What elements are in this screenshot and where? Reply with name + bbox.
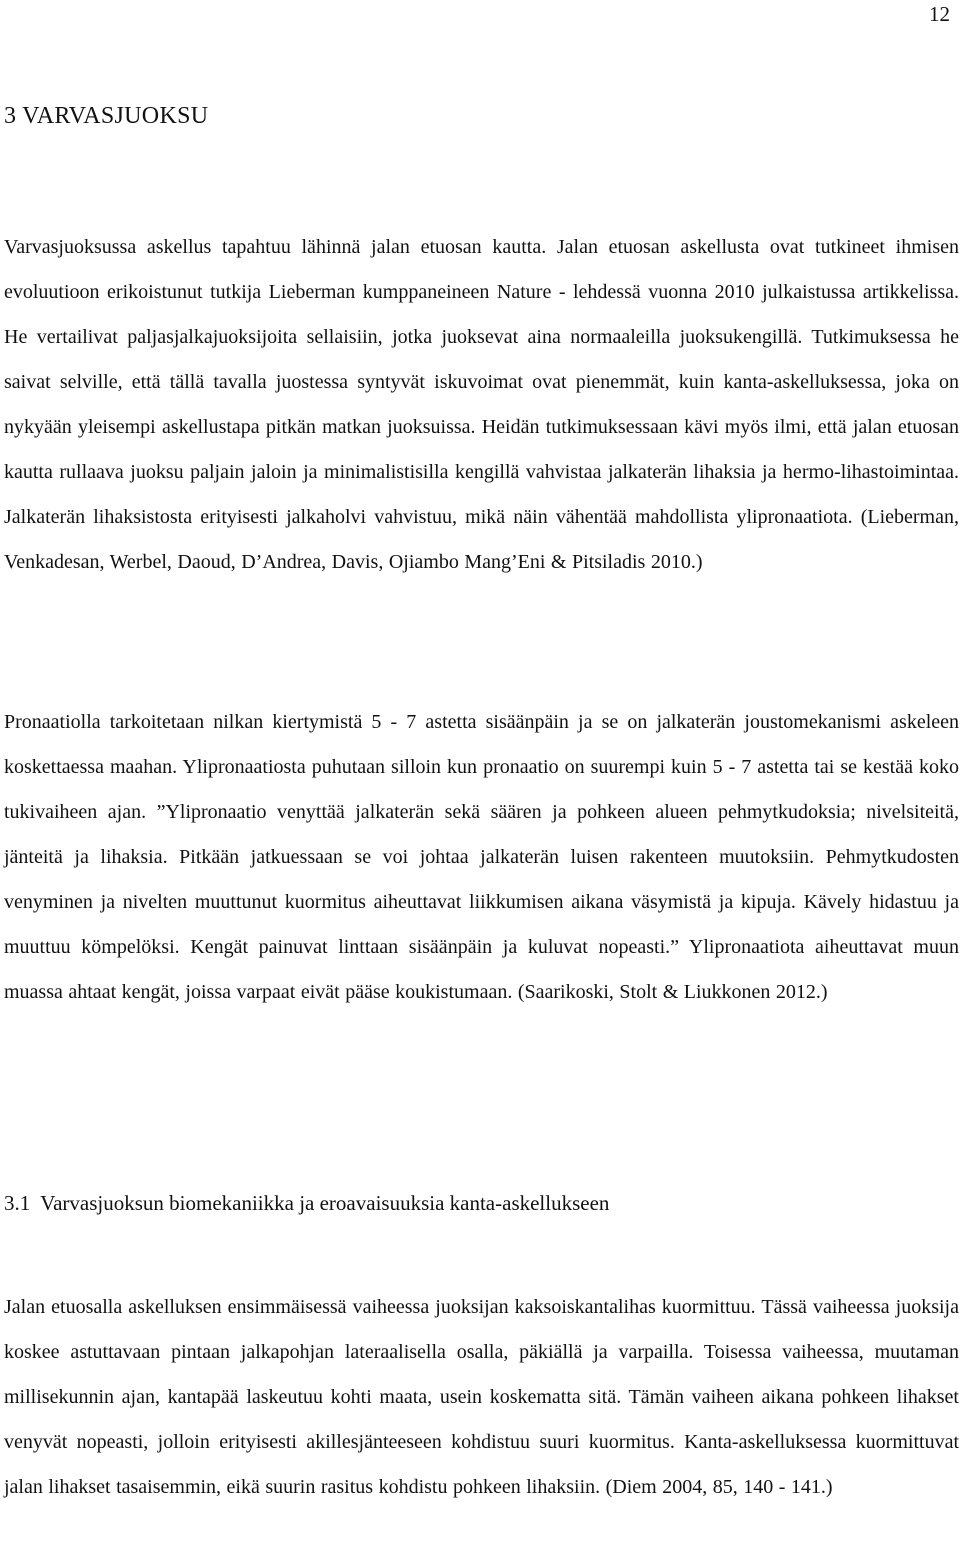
section-title: Varvasjuoksun biomekaniikka ja eroavaisuuksia kanta-askellukseen: [40, 1191, 610, 1215]
page-number: 12: [929, 2, 950, 26]
section-number: 3.1: [4, 1191, 31, 1215]
chapter-heading: 3 VARVASJUOKSU: [4, 103, 209, 129]
body-paragraph: Varvasjuoksussa askellus tapahtuu lähinnä jalan etuosan kautta. Jalan etuosan askellusta ovat tutkineet ihmisen evoluutioon erikoistunut tutkija Lieberman kumppaneineen Nature - lehdessä vuonna 2010 julkaistussa artikkelissa. He vertailivat paljasjalkajuoksijoita sellaisiin, jotka juoksevat aina normaaleilla juoksukengillä. Tutkimuksessa he saivat selville, että tällä tavalla juostessa syntyvät iskuvoimat ovat pienemmät, kuin kanta-askelluksessa, joka on nykyään yleisempi askellustapa pitkän matkan juoksuissa. Heidän tutkimuksessaan kävi myös ilmi, että jalan etuosan kautta rullaava juoksu paljain jaloin ja minimalistisilla kengillä vahvistaa jalkaterän lihaksia ja hermo-lihastoimintaa. Jalkaterän lihaksistosta erityisesti jalkaholvi vahvistuu, mikä näin vähentää mahdollista ylipronaatiota. (Lieberman, Venkadesan, Werbel, Daoud, D’Andrea, Davis, Ojiambo Mang’Eni & Pitsiladis 2010.): [4, 236, 959, 573]
body-paragraph: Pronaatiolla tarkoitetaan nilkan kiertymistä 5 - 7 astetta sisäänpäin ja se on jalkaterän joustomekanismi askeleen koskettaessa maahan. Ylipronaatiosta puhutaan silloin kun pronaatio on suurempi kuin 5 - 7 astetta tai se kestää koko tukivaiheen ajan. ”Ylipronaatio venyttää jalkaterän sekä säären ja pohkeen alueen pehmytkudoksia; nivelsiteitä, jänteitä ja lihaksia. Pitkään jatkuessaan se voi johtaa jalkaterän luisen rakenteen muutoksiin. Pehmytkudosten venyminen ja nivelten muuttunut kuormitus aiheuttavat liikkumisen aikana väsymistä ja kipuja. Kävely hidastuu ja muuttuu kömpelöksi. Kengät painuvat linttaan sisäänpäin ja kuluvat nopeasti.” Ylipronaatiota aiheuttavat muun muassa ahtaat kengät, joissa varpaat eivät pääse koukistumaan. (Saarikoski, Stolt & Liukkonen 2012.): [4, 711, 959, 1003]
body-paragraph: Jalan etuosalla askelluksen ensimmäisessä vaiheessa juoksijan kaksoiskantalihas kuormittuu. Tässä vaiheessa juoksija koskee astuttavaan pintaan jalkapohjan lateraalisella osalla, päkiällä ja varpailla. Toisessa vaiheessa, muutaman millisekunnin ajan, kantapää laskeutuu kohti maata, usein koskematta sitä. Tämän vaiheen aikana pohkeen lihakset venyvät nopeasti, jolloin erityisesti akillesjänteeseen kohdistuu suuri kuormitus. Kanta-askelluksessa kuormittuvat jalan lihakset tasaisemmin, eikä suurin rasitus kohdistu pohkeen lihaksiin. (Diem 2004, 85, 140 - 141.): [4, 1296, 959, 1498]
section-heading: [4, 1191, 609, 1216]
